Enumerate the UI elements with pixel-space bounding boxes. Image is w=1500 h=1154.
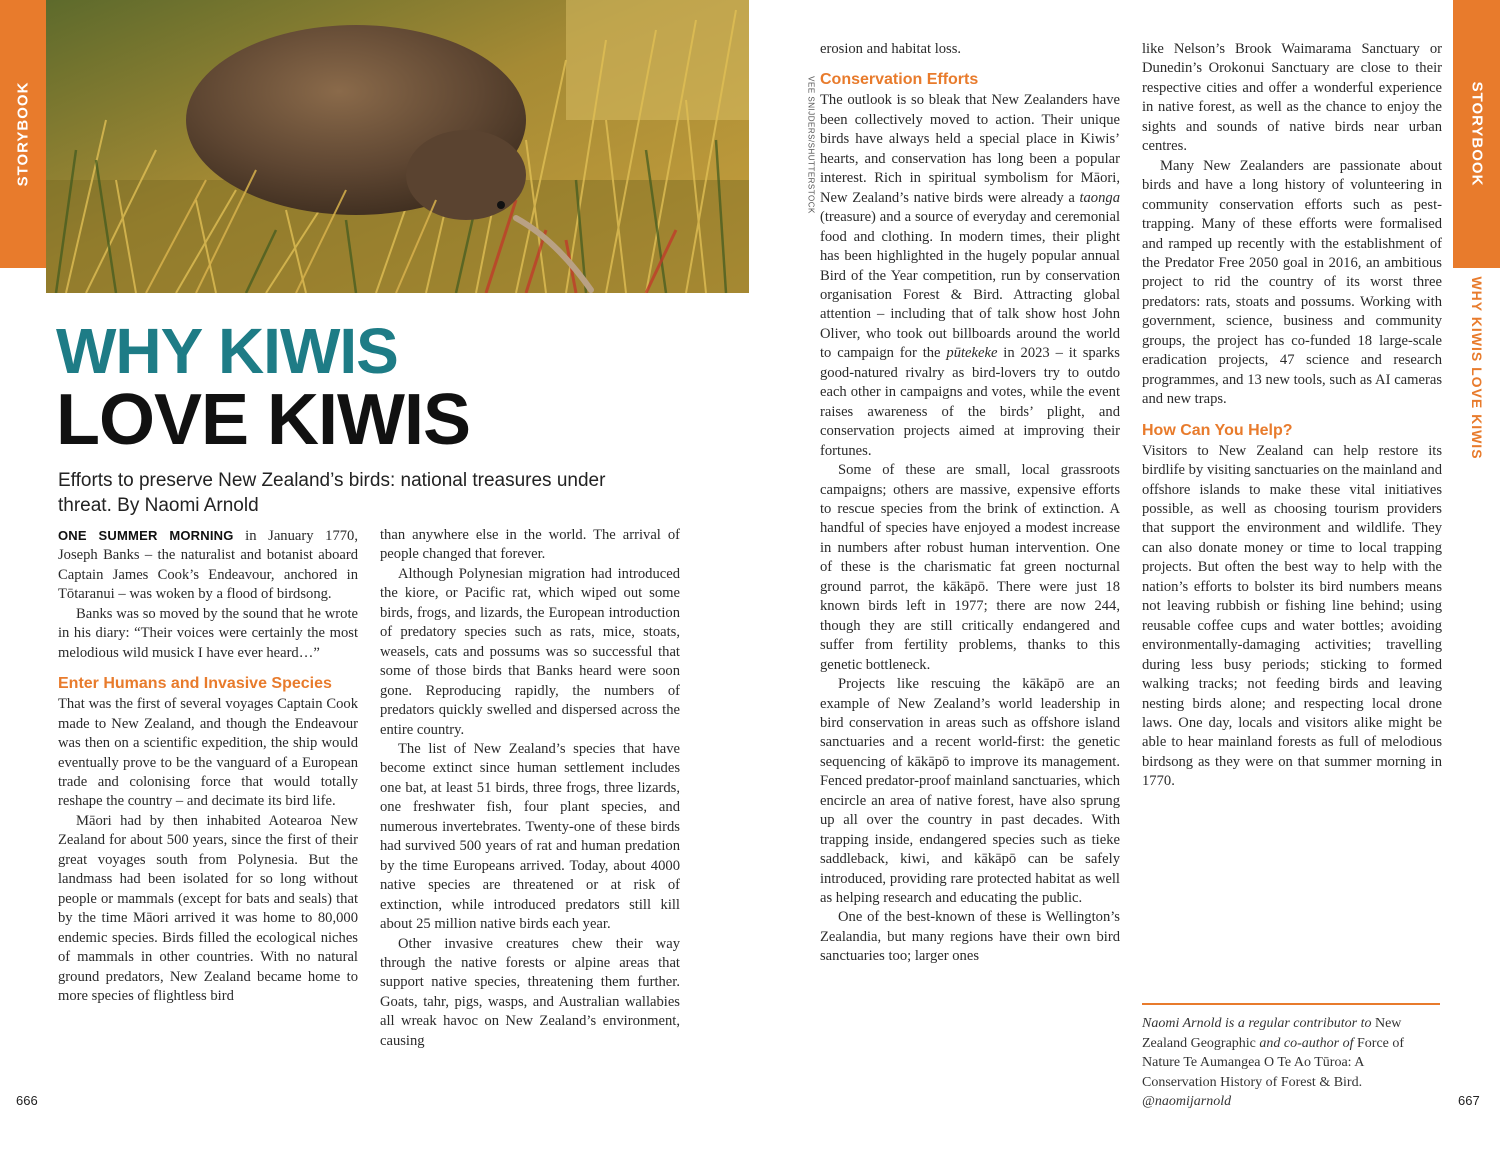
paragraph-text: in 2023 – it sparks good-natured rivalry as bird-lovers try to outdo each other in campaigns and votes, while the event raises awareness of the birds’ plight, and conservation projects aimed at improving their fortunes. — [820, 345, 1120, 459]
paragraph: Visitors to New Zealand can help restore its birdlife by visiting sanctuaries on the mainland and offshore islands to make these vital initiatives possible, as well as choosing tourism providers that support the environment and wildlife. They can also donate money or time to local trapping projects. But often the best way to help with the nation’s efforts to bolster its bird numbers means not leaving rubbish or fishing line behind; using reusable coffee cups and water bottles; avoiding environmentally-damaging activities; travelling during less busy periods; sticking to formed walking tracks; not feeding birds and leaving nesting birds alone; and respecting local drone laws. One day, locals and visitors alike might be able to hear mainland forests as full of melodious birdsong as they were on that summer morning in 1770. — [1142, 442, 1442, 790]
paragraph — [820, 91, 1120, 461]
chapter-running-head — [1453, 268, 1500, 468]
subheading-invasive-species: Enter Humans and Invasive Species — [58, 675, 332, 693]
standfirst: Efforts to preserve New Zealand’s birds: national treasures under threat. By Naomi Arnold — [58, 470, 606, 516]
author-handle: @naomijarnold — [1142, 1094, 1232, 1109]
bio-text: and co-author of — [1259, 1035, 1354, 1051]
storybook-tab-right — [1453, 0, 1500, 268]
kiwi-photo — [46, 0, 749, 293]
paragraph: Māori had by then inhabited Aotearoa New Zealand for about 500 years, since the first of their great voyages south from Polynesia. But the landmass had been isolated for so long without people or mammals (except for bats and seals) that by the time Māori arrived it was home to 80,000 endemic species. Birds filled the ecological niches of mammals in other countries. With no natural ground predators, New Zealand became home to more species of flightless bird — [58, 812, 358, 1004]
kiwi-illustration — [46, 0, 749, 293]
photo-credit — [804, 76, 818, 214]
title-line-1: WHY KIWIS — [56, 315, 398, 387]
paragraph: That was the first of several voyages Captain Cook made to New Zealand, and though the Endeavour was then on a scientific expedition, the ship would eventually prove to be the vanguard of a European trade and colonising force that would totally reshape the country – and decimate its bird life. — [58, 696, 358, 810]
paragraph: like Nelson’s Brook Waimarama Sanctuary or Dunedin’s Orokonui Sanctuary are close to their respective cities and offer a wonderful experience in native forest, as well as the chance to enjoy the sights and sounds of native birds near urban centres. — [1142, 41, 1442, 155]
lead-in: ONE SUMMER MORNING — [58, 528, 234, 543]
paragraph: The list of New Zealand’s species that have become extinct since human settlement includes one bat, at least 51 birds, three frogs, three lizards, one freshwater fish, four plant species, and numerous invertebrates. Twenty-one of these birds had survived 500 years of rat and human predation by the time Europeans arrived. Today, about 4000 native species are threatened or at risk of extinction, while introduced predators still kill about 25 million native birds each year. — [380, 740, 680, 933]
bio-publication: New Zealand Geographic — [1142, 1016, 1402, 1051]
bio-divider — [1142, 1003, 1440, 1005]
paragraph-text: The outlook is so bleak that New Zealanders have been collectively moved to action. Their unique birds have always held a special place in Kiwis’ hearts, and conservation has long been a popular interest. Rich in spiritual symbolism for Māori, New Zealand’s native birds were already a — [820, 92, 1120, 206]
paragraph: Many New Zealanders are passionate about birds and have a long history of volunteering in community conservation efforts such as pest-trapping. Many of these efforts were formalised and ramped up recently with the establishment of the Predator Free 2050 goal in 2016, an ambitious project to rid the country of its worst three predators: rats, stoats and possums. Working with government, science, business and community groups, the project has co-funded 18 large-scale eradication projects, 47 science and research programmes, and 13 new tools, such as AI cameras and new traps. — [1142, 157, 1442, 408]
column-1 — [58, 526, 358, 1006]
term-putekeke: pūtekeke — [946, 345, 998, 362]
paragraph: Although Polynesian migration had introduced the kiore, or Pacific rat, which wiped out some birds, frogs, and lizards, the European introduction of predatory species such as rats, mice, stoats, weasels, cats and possums was so successful that some of those birds that Banks heard were soon gone. Reproducing rapidly, the numbers of predators quickly swelled and dispersed across the entire country. — [380, 565, 680, 738]
paragraph-text: (treasure) and a source of everyday and ceremonial food and clothing. In modern times, their plight has been highlighted in the hugely popular annual Bird of the Year competition, run by conservation organisation Forest & Bird. Attracting global attention – including that of talk show host John Oliver, who took out billboards around the world to campaign for the — [820, 209, 1120, 362]
author-bio — [1142, 1014, 1440, 1112]
storybook-tab-left-label: STORYBOOK — [14, 81, 32, 187]
paragraph: Other invasive creatures chew their way through the native forests or alpine areas that support native species, threatening them further. Goats, tahr, pigs, wasps, and Australian wallabies all wreak havoc on New Zealand’s environment, causing — [380, 935, 680, 1049]
storybook-tab-right-label: STORYBOOK — [1468, 81, 1485, 187]
paragraph: Projects like rescuing the kākāpō are an example of New Zealand’s world leadership in bird conservation in areas such as offshore island sanctuaries and a recent world-first: the genetic sequencing of kākāpō to improve its management. Fenced predator-proof mainland sanctuaries, which encircle an area of native forest, have also sprung up all over the country in past decades. With trapping inside, endangered species such as tieke saddleback, kiwi, and kākāpō can be safely introduced, providing rare protected habitat as well as helping research and educating the public. — [820, 676, 1120, 907]
paragraph: Some of these are small, local grassroots campaigns; others are massive, expensive efforts to rescue species from the brink of extinction. A handful of species have enjoyed a modest increase in numbers after robust human intervention. One of these is the charismatic fat green nocturnal ground parrot, the kākāpō. There were just 18 known birds left in 1977; there are now 244, though they are still critically endangered and suffer from fertility problems, thanks to this genetic bottleneck. — [820, 462, 1120, 673]
column-3 — [820, 40, 1120, 967]
bio-book-title: Force of Nature Te Aumangea O Te Ao Tūroa: A Conservation History of Forest & Bird. — [1142, 1035, 1405, 1090]
title-line-2: LOVE KIWIS — [56, 380, 471, 460]
paragraph: One of the best-known of these is Wellington’s Zealandia, but many regions have their own bird sanctuaries too; larger ones — [820, 909, 1120, 965]
page-number-right: 667 — [1458, 1093, 1480, 1108]
bio-text: Naomi Arnold is a regular contributor to — [1142, 1016, 1372, 1031]
paragraph-text: in January 1770, Joseph Banks – the naturalist and botanist aboard Captain James Cook’s Endeavour, anchored in Tōtaranui – was woken by a flood of birdsong. — [58, 528, 358, 603]
subheading-conservation-efforts: Conservation Efforts — [820, 71, 979, 89]
column-2 — [380, 526, 680, 1051]
subheading-how-can-you-help: How Can You Help? — [1142, 421, 1293, 439]
paragraph: Banks was so moved by the sound that he wrote in his diary: “Their voices were certainly the most melodious wild musick I have ever heard…” — [58, 605, 358, 661]
page-number-left: 666 — [16, 1093, 38, 1108]
paragraph: than anywhere else in the world. The arrival of people changed that forever. — [380, 527, 680, 563]
paragraph: erosion and habitat loss. — [820, 41, 962, 57]
photo-credit-text: VEE SNIJDERS/SHUTTERSTOCK — [806, 76, 816, 214]
term-taonga: taonga — [1079, 189, 1120, 206]
chapter-running-head-label: WHY KIWIS LOVE KIWIS — [1468, 276, 1485, 460]
paragraph — [58, 526, 358, 605]
storybook-tab-left — [0, 0, 46, 268]
column-4 — [1142, 40, 1442, 792]
